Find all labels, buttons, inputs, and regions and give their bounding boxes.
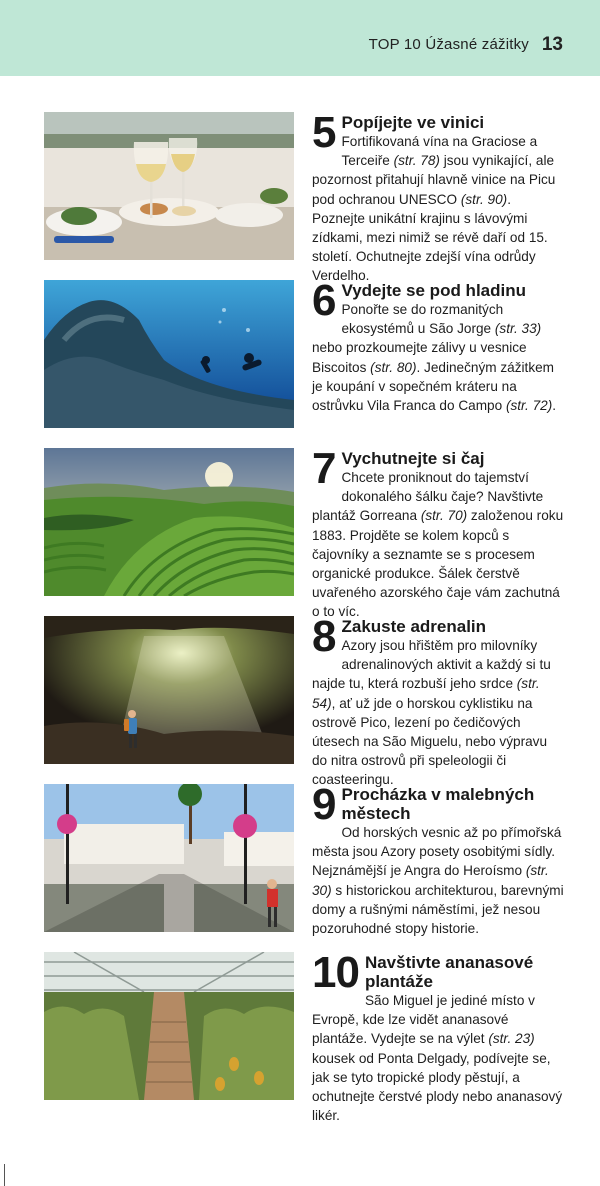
photo-pineapple-greenhouse: [44, 952, 294, 1100]
photo-town-street: [44, 784, 294, 932]
page-reference: (str. 78): [393, 153, 440, 169]
page-reference: (str. 70): [420, 508, 468, 524]
item-number: 7: [312, 444, 336, 493]
page-reference: (str. 33): [494, 321, 542, 337]
item-body: s historickou architekturou, barevnými domy a rušnými náměstími, jež nesou pozoruhodné stopy historie.: [312, 882, 564, 937]
item-body: kousek od Ponta Delgady, podívejte se, jak se tyto tropické plody pěstují, a ochutnejte čerstvé plody nebo ananasový likér.: [312, 1050, 563, 1124]
item-title: Navštivte ananasové plantáže: [364, 953, 534, 991]
item-text: [312, 612, 564, 790]
photo-vineyard-wine: [44, 112, 294, 260]
section-title: TOP 10 Úžasné zážitky: [368, 36, 529, 53]
item-title: Zakuste adrenalin: [341, 617, 487, 636]
item-body: São Miguel je jediné místo v Evropě, kde lze vidět ananasové plantáže. Vydejte se na výlet: [312, 993, 535, 1047]
item-text: [312, 780, 564, 938]
page-reference: (str. 30): [312, 863, 549, 898]
item-title: Vydejte se pod hladinu: [341, 281, 526, 300]
page-reference: (str. 80): [370, 359, 417, 375]
item-body: nebo prozkoumejte zálivy u vesnice Biscoitos: [312, 340, 527, 375]
item-body: . Poznejte unikátní krajinu s lávovými zídkami, mezi nimiž se révě daří od 15. století. Ochutnejte zdejší vína odrůdy Verdelho.: [312, 191, 548, 284]
photo-underwater-divers: [44, 280, 294, 428]
page-number: 13: [541, 34, 563, 55]
item-number: 10: [312, 948, 359, 997]
item-body: Od horských vesnic až po přímořská města jsou Azory posety osobitými sídly. Nejznámější je Angra do Heroísmo: [312, 825, 562, 879]
item-body: založenou roku 1883. Projděte se kolem kopců s čajovníky a seznamte se s procesem organické produkce. Šálek čerstvě uvařeného azorského čaje vám zachutná o to víc.: [312, 508, 564, 620]
item-body: Fortifikovaná vína na Graciose a Terceiře: [341, 134, 538, 169]
item-text: [312, 108, 564, 286]
item-body: . Jedinečným zážitkem je koupání v sopečném kráteru na ostrůvku Vila Franca do Campo: [312, 359, 554, 414]
crop-mark: [4, 1164, 5, 1186]
item-text: [312, 948, 564, 1125]
page-reference: (str. 54): [312, 676, 540, 711]
item-body: Azory jsou hřištěm pro milovníky adrenalinových aktivit a každý si tu najde tu, která rozbuší jeho srdce: [312, 638, 551, 692]
page-header: [0, 0, 600, 76]
page-reference: (str. 72): [505, 398, 553, 414]
photo-tea-plantation: [44, 448, 294, 596]
item-number: 5: [312, 108, 336, 157]
item-title: Popíjejte ve vinici: [341, 113, 485, 132]
item-text: [312, 276, 564, 415]
page-reference: (str. 23): [488, 1031, 535, 1047]
item-body: jsou vynikající, ale pozornost přitahují hlavně vinice na Picu pod ochranou UNESCO: [312, 153, 556, 207]
item-text: [312, 444, 564, 622]
item-body: .: [552, 398, 557, 414]
item-body: , ať už jde o horskou cyklistiku na ostrově Pico, lezení po čedičových útesech na São Miguelu, nebo výpravu do nitra ostrovů při speleologii či coasteeringu.: [312, 695, 548, 788]
item-title: Vychutnejte si čaj: [341, 449, 485, 468]
item-title: Procházka v malebných městech: [341, 785, 535, 823]
item-number: 9: [312, 780, 336, 829]
photo-cave-explorer: [44, 616, 294, 764]
item-body: Chcete proniknout do tajemství dokonalého šálku čaje? Navštivte plantáž Gorreana: [312, 470, 544, 524]
item-body: Ponořte se do rozmanitých ekosystémů u São Jorge: [341, 302, 504, 337]
item-number: 6: [312, 276, 336, 325]
item-number: 8: [312, 612, 336, 661]
page-reference: (str. 90): [460, 191, 508, 207]
